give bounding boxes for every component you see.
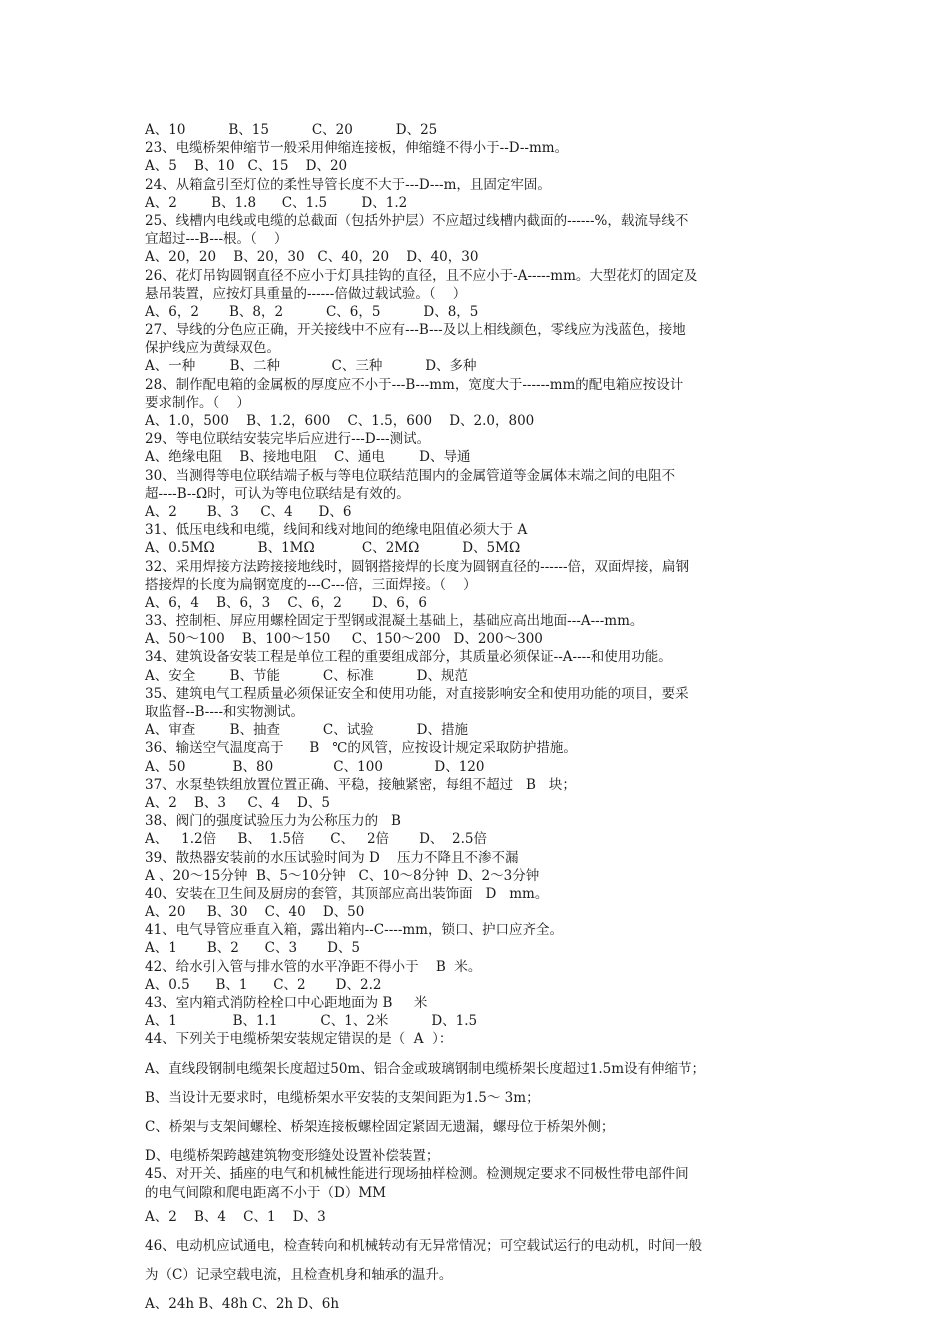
question-46-cont: 为（C）记录空载电流，且检查机身和轴承的温升。 [145,1267,453,1284]
options-30: A、2 B、3 C、4 D、6 [145,503,352,520]
options-45: A、2 B、4 C、1 D、3 [145,1208,326,1225]
question-28: 28、制作配电箱的金属板的厚度应不小于---B---mm，宽度大于------mm的配电箱应按设计 [145,376,684,393]
options-46: A、24h B、48h C、2h D、6h [145,1296,340,1313]
options-38: A、 1.2倍 B、 1.5倍 C、 2倍 D、 2.5倍 [145,831,487,848]
document-page [145,121,825,1313]
question-30-cont: 超----B--Ω时，可认为等电位联结是有效的。 [145,485,410,502]
question-45: 45、对开关、插座的电气和机械性能进行现场抽样检测。检测规定要求不同极性带电部件间 [145,1166,689,1183]
question-32-cont: 搭接焊的长度为扁钢宽度的---C---倍，三面焊接。（ ） [145,576,477,593]
option-44-a: A、直线段钢制电缆架长度超过50m、铝合金或玻璃钢制电缆桥架长度超过1.5m设有伸缩节； [145,1060,705,1077]
question-26-cont: 悬吊装置，应按灯具重量的------倍做过载试验。（ ） [145,285,467,302]
question-29: 29、等电位联结安装完毕后应进行---D---测试。 [145,431,431,448]
spacer [145,1049,825,1060]
question-35: 35、建筑电气工程质量必须保证安全和使用功能，对直接影响安全和使用功能的项目，要采 [145,685,689,702]
question-45-cont: 的电气间隙和爬电距离不小于（D）MM [145,1184,386,1201]
options-28: A、1.0，500 B、1.2，600 C、1.5，600 D、2.0，800 [145,413,535,429]
question-33: 33、控制柜、屏应用螺栓固定于型钢或混凝土基础上，基础应高出地面---A---mm。 [145,613,644,630]
options-25: A、20，20 B、20，30 C、40，20 D、40，30 [145,249,479,266]
question-39: 39、散热器安装前的水压试验时间为 D 压力不降且不渗不漏 [145,849,519,866]
spacer [145,1136,825,1147]
question-32: 32、采用焊接方法跨接接地线时，圆钢搭接焊的长度为圆钢直径的------倍，双面焊接，扁钢 [145,558,690,575]
question-27: 27、导线的分色应正确，开关接线中不应有---B---及以上相线颜色，零线应为浅蓝色，接地 [145,322,686,339]
option-44-c: C、桥架与支架间螺栓、桥架连接板螺栓固定紧固无遗漏，螺母位于桥架外侧； [145,1118,615,1135]
options-41: A、1 B、2 C、3 D、5 [145,940,361,957]
options-39: A 、20～15分钟 B、5～10分钟 C、10～8分钟 D、2～3分钟 [145,867,540,884]
question-43: 43、室内箱式消防栓栓口中心距地面为 B 米 [145,995,428,1011]
question-46: 46、电动机应试通电，检查转向和机械转动有无异常情况；可空载试运行的电动机，时间一般 [145,1237,703,1254]
question-44: 44、下列关于电缆桥架安装规定错误的是（ A ）： [145,1031,453,1048]
options-37: A、2 B、3 C、4 D、5 [145,794,330,811]
question-38: 38、阀门的强度试验压力为公称压力的 B [145,813,401,830]
options-33: A、50～100 B、100～150 C、150～200 D、200～300 [145,631,543,648]
spacer [145,1284,825,1295]
text-line: A、10 B、15 C、20 D、25 [145,122,438,138]
options-31: A、0.5MΩ B、1MΩ C、2MΩ D、5MΩ [145,540,521,557]
question-27-cont: 保护线应为黄绿双色。 [145,340,280,357]
options-23: A、5 B、10 C、15 D、20 [145,158,348,175]
option-44-b: B、当设计无要求时，电缆桥架水平安装的支架间距为1.5～ 3m； [145,1089,540,1106]
question-42: 42、给水引入管与排水管的水平净距不得小于 B 米。 [145,958,482,975]
options-35: A、审查 B、抽查 C、试验 D、措施 [145,722,468,739]
options-32: A、6，4 B、6，3 C、6，2 D、6，6 [145,594,427,611]
question-24: 24、从箱盒引至灯位的柔性导管长度不大于---D---m，且固定牢固。 [145,176,551,193]
question-26: 26、花灯吊钩圆钢直径不应小于灯具挂钩的直径，且不应小于-A-----mm。大型花灯的固定及 [145,267,698,284]
options-40: A、20 B、30 C、40 D、50 [145,904,365,921]
question-30: 30、当测得等电位联结端子板与等电位联结范围内的金属管道等金属体末端之间的电阻不 [145,467,676,484]
question-25-cont: 宜超过---B---根。（ ） [145,231,288,248]
question-37: 37、水泵垫铁组放置位置正确、平稳，接触紧密，每组不超过 B 块； [145,776,576,793]
question-28-cont: 要求制作。（ ） [145,394,250,411]
option-44-d: D、电缆桥架跨越建筑物变形缝处设置补偿装置； [145,1148,440,1165]
options-42: A、0.5 B、1 C、2 D、2.2 [145,976,382,993]
options-26: A、6，2 B、8，2 C、6，5 D、8，5 [145,303,479,320]
spacer [145,1255,825,1266]
question-25: 25、线槽内电线或电缆的总截面（包括外护层）不应超过线槽内截面的------%，载流导线不 [145,212,689,229]
spacer [145,1226,825,1237]
question-36: 36、输送空气温度高于 B ℃的风管，应按设计规定采取防护措施。 [145,740,577,757]
options-29: A、绝缘电阻 B、接地电阻 C、通电 D、导通 [145,449,471,466]
question-31: 31、低压电线和电缆，线间和线对地间的绝缘电阻值必须大于 A [145,522,528,539]
question-23: 23、电缆桥架伸缩节一般采用伸缩连接板，伸缩缝不得小于--D--mm。 [145,140,569,157]
question-35-cont: 取监督--B----和实物测试。 [145,704,305,720]
options-34: A、安全 B、节能 C、标准 D、规范 [145,667,468,684]
options-36: A、50 B、80 C、100 D、120 [145,758,485,775]
question-34: 34、建筑设备安装工程是单位工程的重要组成部分，其质量必须保证--A----和使用功能。 [145,649,672,666]
question-41: 41、电气导管应垂直入箱，露出箱内--C----mm，锁口、护口应齐全。 [145,922,563,939]
spacer [145,1107,825,1118]
options-24: A、2 B、1.8 C、1.5 D、1.2 [145,194,408,211]
options-43: A、1 B、1.1 C、1、2米 D、1.5 [145,1013,478,1030]
question-40: 40、安装在卫生间及厨房的套管，其顶部应高出装饰面 D mm。 [145,885,549,902]
spacer [145,1078,825,1089]
options-27: A、一种 B、二种 C、三种 D、多种 [145,358,477,375]
